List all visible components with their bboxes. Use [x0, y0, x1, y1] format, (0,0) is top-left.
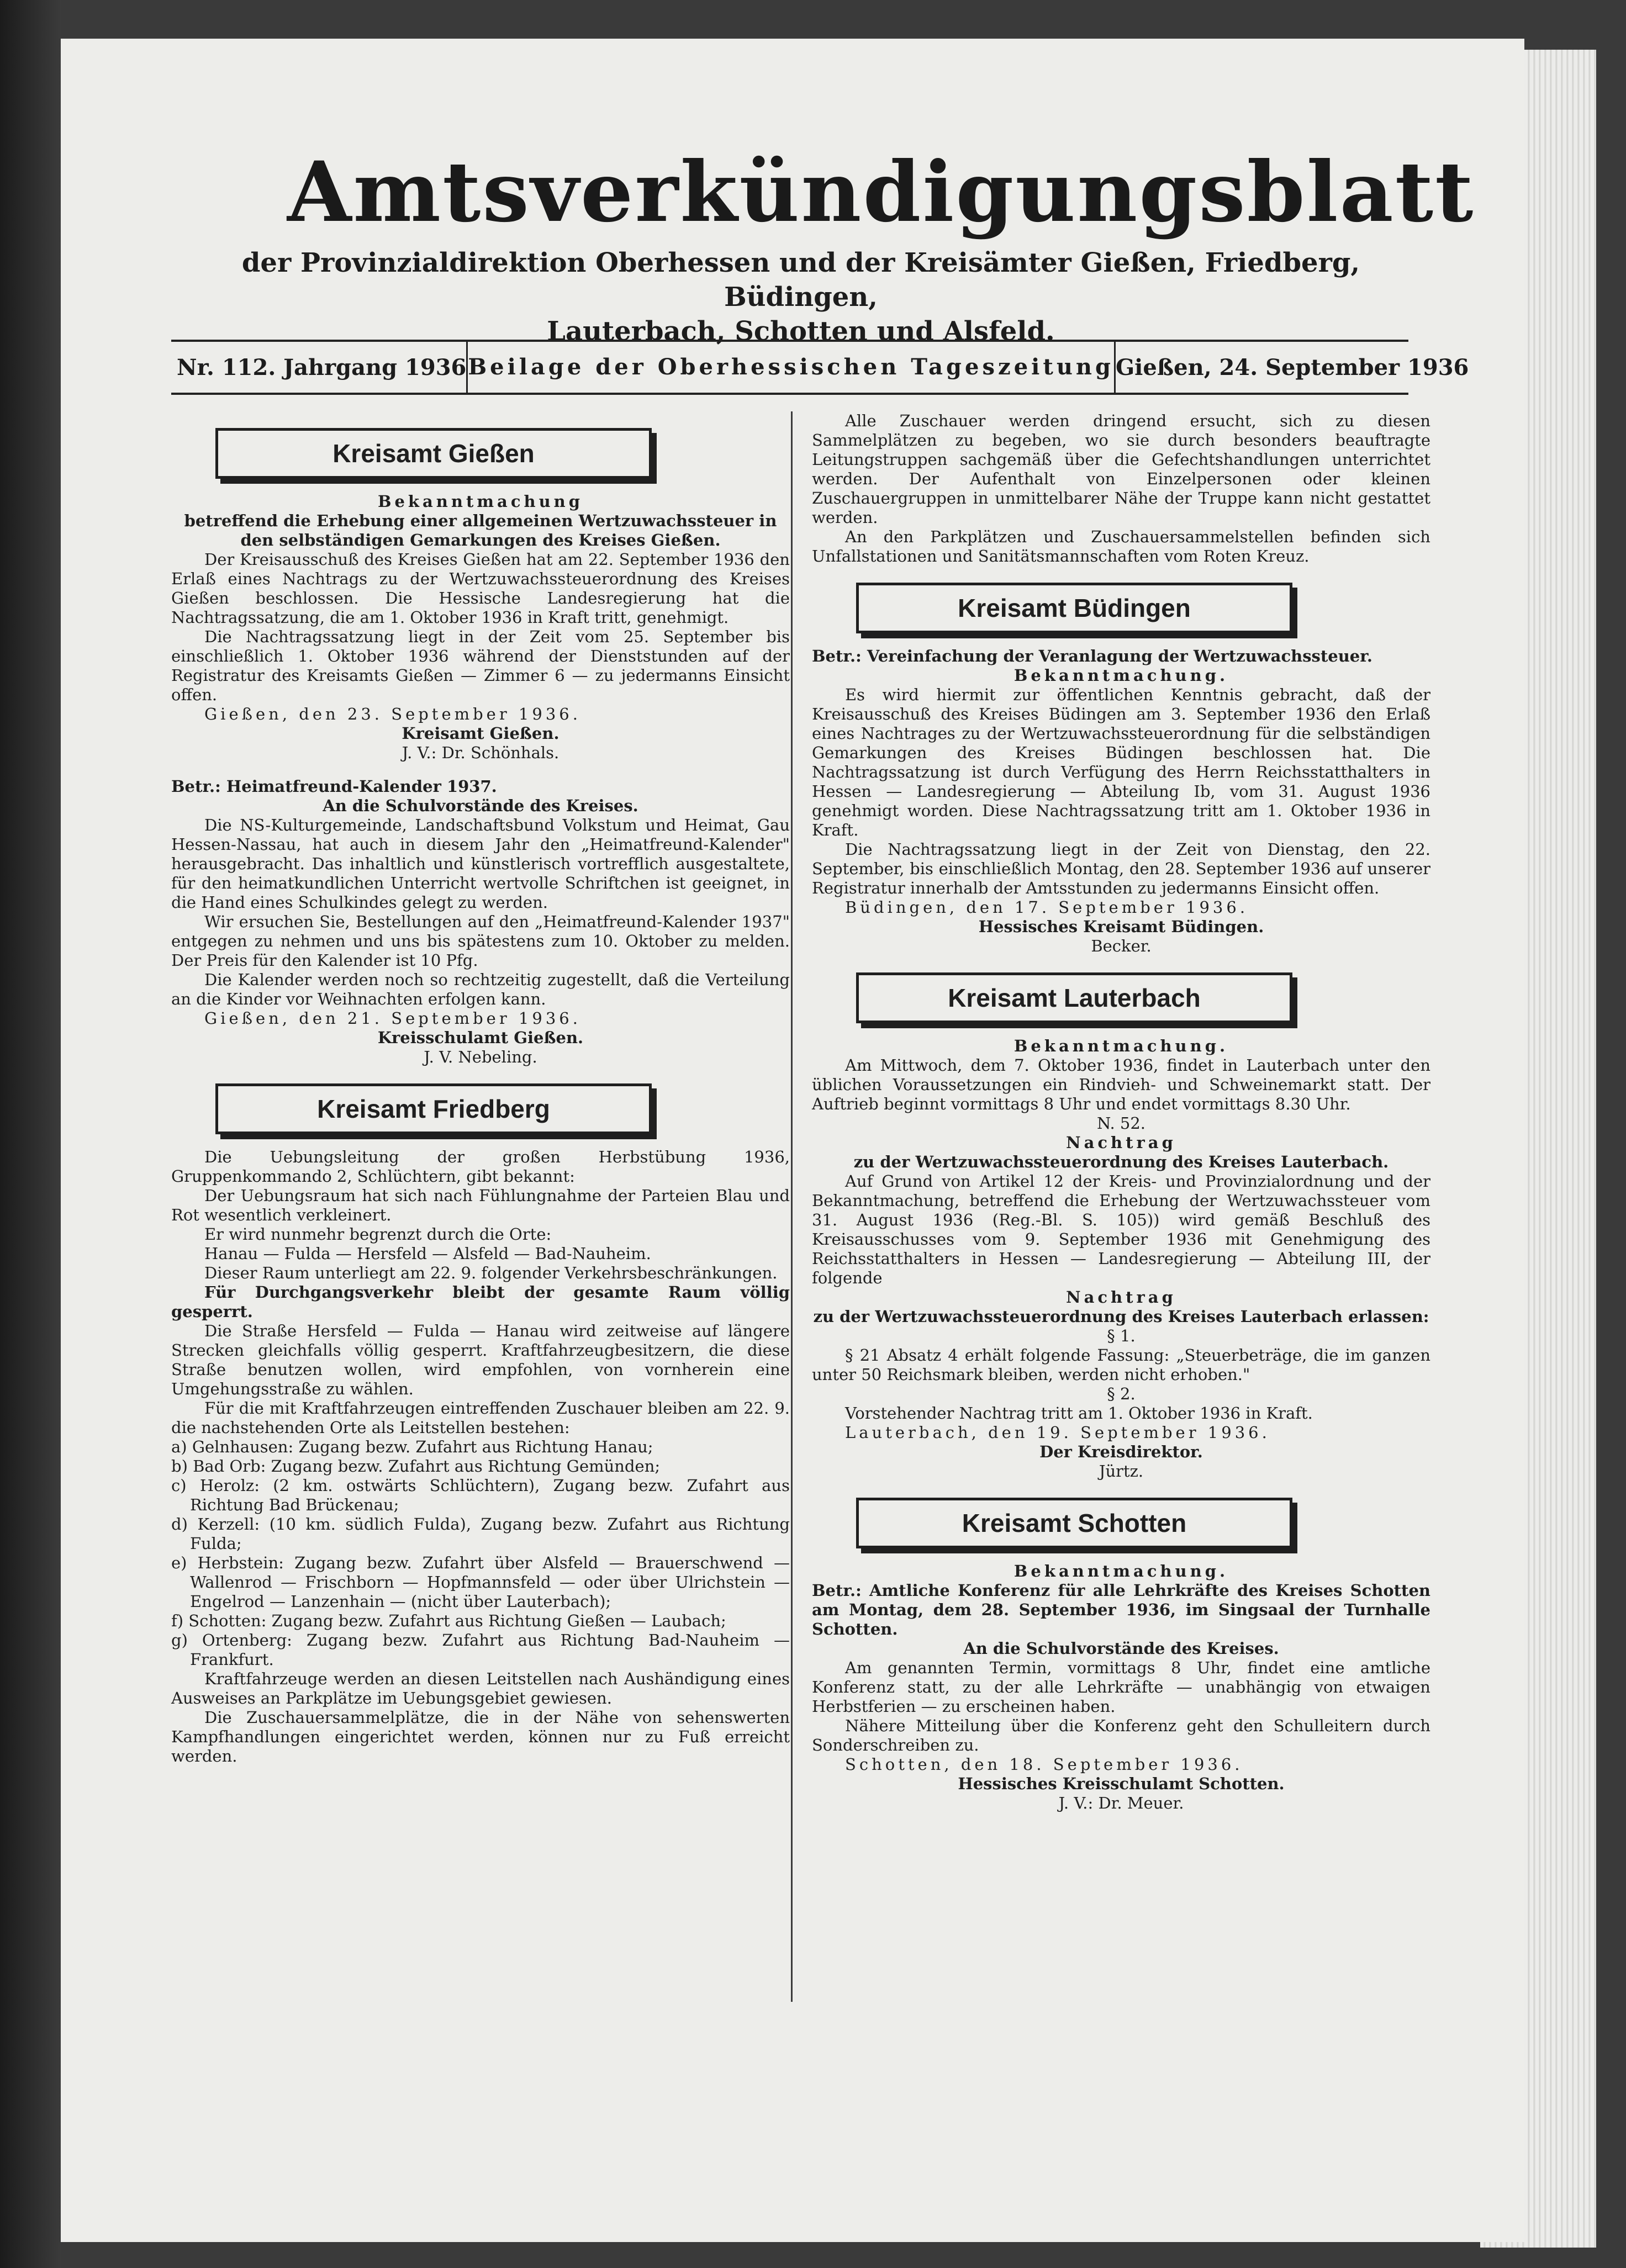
friedberg-list-item: g) Ortenberg: Zugang bezw. Zufahrt aus Richtung Bad-Nauheim — Frankfurt. — [171, 1631, 790, 1669]
lauterbach-signature-office: Der Kreisdirektor. — [1039, 1442, 1203, 1461]
schotten-signature-office: Hessisches Kreisschulamt Schotten. — [958, 1774, 1285, 1793]
friedberg-para-9: Kraftfahrzeuge werden an diesen Leitstellen nach Aushändigung eines Ausweises an Parkplätze im Uebungsgebiet gewiesen. — [171, 1669, 790, 1707]
friedberg-para-2: Der Uebungsraum hat sich nach Fühlungnahme der Parteien Blau und Rot wesentlich verkleinert. — [171, 1186, 790, 1224]
subtitle-line-2: Lauterbach, Schotten und Alsfeld. — [547, 316, 1055, 347]
friedberg-para-10: Die Zuschauersammelplätze, die in der Nähe von sehenswerten Kampfhandlungen eingerichtet werden, können nur zu Fuß erreicht werden. — [171, 1708, 790, 1765]
buedingen-heading: Bekanntmachung. — [1013, 666, 1229, 685]
schotten-betr: Betr.: Amtliche Konferenz für alle Lehrkräfte des Kreises Schotten am Montag, dem 28. September 1936, im Singsaal der Turnhalle Schotten. — [812, 1581, 1430, 1638]
continuation-para-1: Alle Zuschauer werden dringend ersucht, sich zu diesen Sammelplätzen zu begeben, wo sie durch besonders beauftragte Leitungstruppen sachgemäß über die Gefechtshandlungen unterrichtet werden. Der Aufenthalt von Einzelpersonen oder kleinen Zuschauergruppen in unmittelbarer Nähe der Truppe kann nicht gestattet werden. — [812, 411, 1430, 527]
schotten-para-1: Am genannten Termin, vormittags 8 Uhr, findet eine amtliche Konferenz statt, zu der alle Lehrkräfte — unabhängig von etwaigen Herbstferien — zu erscheinen haben. — [812, 1658, 1430, 1716]
lauterbach-paragraph-1: § 1. — [1107, 1326, 1136, 1345]
friedberg-para-6: Für Durchgangsverkehr bleibt der gesamte Raum völlig gesperrt. — [171, 1283, 790, 1321]
giessen-betr-calendar: Betr.: Heimatfreund-Kalender 1937. — [171, 777, 497, 796]
friedberg-list-item: d) Kerzell: (10 km. südlich Fulda), Zugang bezw. Zufahrt aus Richtung Fulda; — [171, 1515, 790, 1553]
supplement-label: Beilage der Oberhessischen Tageszeitung — [466, 342, 1116, 393]
giessen-signature-name-2: J. V. Nebeling. — [424, 1048, 537, 1066]
buedingen-para-1: Es wird hiermit zur öffentlichen Kenntnis gebracht, daß der Kreisausschuß des Kreises Büdingen am 3. September 1936 den Erlaß eines Nachtrages zu der Wertzuwachssteuerordnung für die selbständigen Gemarkungen des Kreises Büdingen beschlossen hat. Die Nachtragssatzung ist durch Verfügung des Herrn Reichsstatthalters in Hessen — Landesregierung — Abteilung Ib, vom 31. August 1936 genehmigt worden. Diese Nachtragssatzung tritt am 1. Oktober 1936 in Kraft. — [812, 685, 1430, 839]
giessen-para-1: Der Kreisausschuß des Kreises Gießen hat am 22. September 1936 den Erlaß eines Nachtrags zu der Wertzuwachssteuerordnung des Kreises Gießen beschlossen. Die Hessische Landesregierung hat die Nachtragssatzung, die am 1. Oktober 1936 in Kraft tritt, genehmigt. — [171, 550, 790, 627]
column-divider — [791, 411, 793, 2002]
section-box-friedberg: Kreisamt Friedberg — [215, 1083, 652, 1134]
lauterbach-number: N. 52. — [1096, 1114, 1146, 1133]
subtitle-line-1: der Provinzialdirektion Oberhessen und der Kreisämter Gießen, Friedberg, Büdingen, — [241, 247, 1360, 313]
giessen-para-3: Die NS-Kulturgemeinde, Landschaftsbund Volkstum und Heimat, Gau Hessen-Nassau, hat auch in diesem Jahr den „Heimatfreund-Kalender" herausgebracht. Das inhaltlich und künstlerisch vortrefflich ausgestaltete, für den heimatkundlichen Unterricht wertvolle Schriftchen ist geeignet, in die Hand eines Schulkindes gelegt zu werden. — [171, 816, 790, 912]
buedingen-signature-name: Becker. — [1091, 937, 1152, 955]
right-column — [812, 411, 1430, 1813]
giessen-date-2: Gießen, den 21. September 1936. — [204, 1009, 581, 1028]
friedberg-list-item: e) Herbstein: Zugang bezw. Zufahrt über Alsfeld — Brauerschwend — Wallenrod — Frischborn — Hopfmannsfeld — oder über Ulrichstein — Engelrod — Lanzenhain — (nicht über Lauterbach); — [171, 1553, 790, 1611]
friedberg-list-item: a) Gelnhausen: Zugang bezw. Zufahrt aus Richtung Hanau; — [171, 1437, 653, 1456]
section-box-giessen: Kreisamt Gießen — [215, 428, 652, 479]
friedberg-para-3: Er wird nunmehr begrenzt durch die Orte: — [204, 1225, 552, 1244]
schotten-addressee: An die Schulvorstände des Kreises. — [963, 1639, 1279, 1658]
giessen-para-2: Die Nachtragssatzung liegt in der Zeit vom 25. September bis einschließlich 1. Oktober 1936 während der Dienststunden auf der Registratur des Kreisamts Gießen — Zimmer 6 — zu jedermanns Einsicht offen. — [171, 627, 790, 704]
continuation-para-2: An den Parkplätzen und Zuschauersammelstellen befinden sich Unfallstationen und Sanitätsmannschaften vom Roten Kreuz. — [812, 527, 1430, 565]
lauterbach-nachtrag-sub: zu der Wertzuwachssteuerordnung des Kreises Lauterbach. — [853, 1152, 1389, 1171]
giessen-signature-name: J. V.: Dr. Schönhals. — [402, 743, 559, 762]
buedingen-signature-office: Hessisches Kreisamt Büdingen. — [978, 917, 1264, 936]
left-column — [171, 411, 790, 1766]
newspaper-title: Amtsverkündigungsblatt — [287, 144, 1475, 241]
friedberg-list-item: b) Bad Orb: Zugang bezw. Zufahrt aus Richtung Gemünden; — [171, 1457, 661, 1476]
giessen-para-5: Die Kalender werden noch so rechtzeitig zugestellt, daß die Verteilung an die Kinder vor Weihnachten erfolgen kann. — [171, 970, 790, 1008]
lauterbach-nachtrag-2: Nachtrag — [1066, 1288, 1176, 1307]
friedberg-para-4: Hanau — Fulda — Hersfeld — Alsfeld — Bad-Nauheim. — [204, 1244, 651, 1263]
section-box-schotten: Kreisamt Schotten — [856, 1498, 1292, 1548]
giessen-subject: betreffend die Erhebung einer allgemeinen Wertzuwachssteuer in den selbständigen Gemarkungen des Kreises Gießen. — [184, 511, 777, 549]
giessen-date: Gießen, den 23. September 1936. — [204, 705, 581, 723]
lauterbach-heading: Bekanntmachung. — [1013, 1037, 1229, 1055]
lauterbach-signature-name: Jürtz. — [1099, 1462, 1144, 1481]
giessen-heading: Bekanntmachung — [377, 492, 584, 511]
lauterbach-para-3: § 21 Absatz 4 erhält folgende Fassung: „Steuerbeträge, die im ganzen unter 50 Reichsmark bleiben, werden nicht erhoben." — [812, 1346, 1430, 1384]
friedberg-para-8: Für die mit Kraftfahrzeugen eintreffenden Zuschauer bleiben am 22. 9. die nachstehenden Orte als Leitstellen bestehen: — [171, 1399, 790, 1437]
place-date: Gießen, 24. September 1936 — [1115, 354, 1469, 380]
friedberg-para-1: Die Uebungsleitung der großen Herbstübung 1936, Gruppenkommando 2, Schlüchtern, gibt bekannt: — [171, 1148, 790, 1186]
friedberg-list-item: c) Herolz: (2 km. ostwärts Schlüchtern), Zugang bezw. Zufahrt aus Richtung Bad Brückenau; — [171, 1476, 790, 1514]
newspaper-subtitle — [166, 246, 1436, 348]
lauterbach-para-4: Vorstehender Nachtrag tritt am 1. Oktober 1936 in Kraft. — [845, 1404, 1313, 1423]
buedingen-date: Büdingen, den 17. September 1936. — [845, 898, 1249, 917]
schotten-date: Schotten, den 18. September 1936. — [845, 1755, 1243, 1774]
book-spine — [0, 0, 61, 2268]
buedingen-betr: Betr.: Vereinfachung der Veranlagung der Wertzuwachssteuer. — [812, 647, 1372, 665]
section-box-lauterbach: Kreisamt Lauterbach — [856, 972, 1292, 1023]
masthead-bar — [171, 340, 1469, 395]
friedberg-list-item: f) Schotten: Zugang bezw. Zufahrt aus Richtung Gießen — Laubach; — [171, 1611, 726, 1630]
lauterbach-para-2: Auf Grund von Artikel 12 der Kreis- und Provinzialordnung und der Bekanntmachung, betreffend die Erhebung der Wertzuwachssteuer vom 31. August 1936 (Reg.-Bl. S. 105)) wird gemäß Beschluß des Kreisausschusses vom 9. September 1936 mit Genehmigung des Reichsstatthalters in Hessen — Landesregierung — Abteilung III, der folgende — [812, 1172, 1430, 1287]
buedingen-para-2: Die Nachtragssatzung liegt in der Zeit von Dienstag, den 22. September, bis einschließlich Montag, den 28. September 1936 auf unserer Registratur innerhalb der Amtsstunden zu jedermanns Einsicht offen. — [812, 840, 1430, 897]
giessen-signature-office: Kreisamt Gießen. — [402, 724, 559, 743]
schotten-heading: Bekanntmachung. — [1013, 1562, 1229, 1580]
lauterbach-date: Lauterbach, den 19. September 1936. — [845, 1423, 1270, 1442]
friedberg-para-7: Die Straße Hersfeld — Fulda — Hanau wird zeitweise auf längere Strecken gleichfalls völlig gesperrt. Kraftfahrzeugbesitzern, die diese Straße benutzen wollen, wird empfohlen, von vornherein eine Umgehungsstraße zu wählen. — [171, 1321, 790, 1398]
section-box-buedingen: Kreisamt Büdingen — [856, 583, 1292, 633]
giessen-para-4: Wir ersuchen Sie, Bestellungen auf den „Heimatfreund-Kalender 1937" entgegen zu nehmen und uns bis spätestens zum 10. Oktober zu melden. Der Preis für den Kalender ist 10 Pfg. — [171, 912, 790, 970]
schotten-para-2: Nähere Mitteilung über die Konferenz geht den Schulleitern durch Sonderschreiben zu. — [812, 1716, 1430, 1754]
lauterbach-para-1: Am Mittwoch, dem 7. Oktober 1936, findet in Lauterbach unter den üblichen Voraussetzungen ein Rindvieh- und Schweinemarkt statt. Der Auftrieb beginnt vormittags 8 Uhr und endet vormittags 8.30 Uhr. — [812, 1056, 1430, 1113]
lauterbach-nachtrag-2-sub: zu der Wertzuwachssteuerordnung des Kreises Lauterbach erlassen: — [813, 1307, 1429, 1326]
giessen-addressee: An die Schulvorstände des Kreises. — [323, 796, 638, 815]
friedberg-para-5: Dieser Raum unterliegt am 22. 9. folgender Verkehrsbeschränkungen. — [204, 1263, 778, 1282]
issue-number: Nr. 112. Jahrgang 1936 — [177, 354, 467, 380]
giessen-signature-office-2: Kreisschulamt Gießen. — [377, 1028, 584, 1047]
schotten-signature-name: J. V.: Dr. Meuer. — [1058, 1794, 1184, 1812]
lauterbach-paragraph-2: § 2. — [1107, 1384, 1136, 1403]
lauterbach-nachtrag: Nachtrag — [1066, 1133, 1176, 1152]
